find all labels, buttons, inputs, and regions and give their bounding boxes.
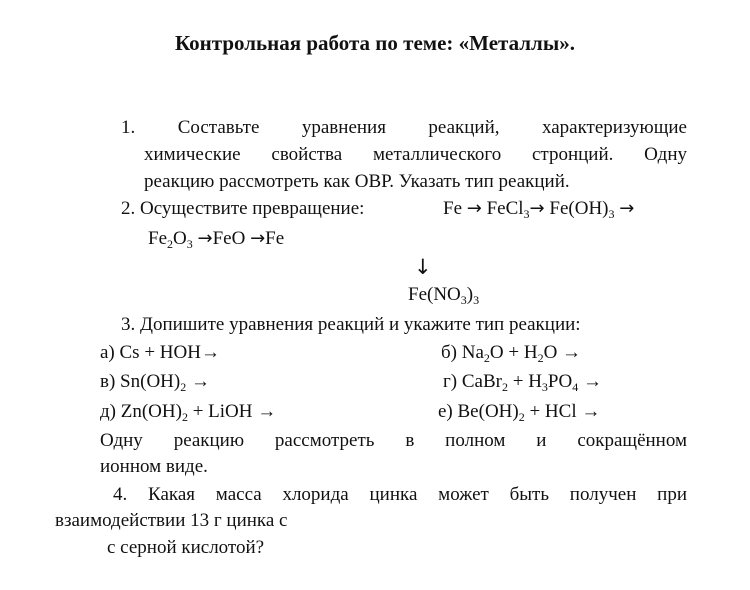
arrow-icon: →: [466, 198, 482, 219]
arrow-icon: →: [529, 198, 545, 219]
task-3-note-line-1: Одну реакцию рассмотреть в полном и сокращённом: [100, 430, 687, 451]
task-4-line-2: взаимодействии 13 г цинка с: [55, 510, 288, 531]
chain-fe-last: Fe: [265, 228, 285, 249]
reaction-f: е) $Be(OH)_2$ + HCl →: [438, 401, 601, 424]
reaction-d: г) CaBr$_2$ + $H_3PO_4$ →: [443, 371, 602, 394]
reaction-c: в) $Sn(OH)_2$ →: [100, 371, 210, 394]
reaction-e: д) $Zn(OH)_2$ + LiOH →: [100, 401, 277, 424]
chain-fe: Fe: [443, 198, 462, 219]
chain-branch-fe-no3-3: $Fe(NO_3)_3$: [408, 284, 480, 307]
chain-fecl3: FeCl$_3$: [486, 198, 530, 221]
reaction-a: а) Cs + HOH→: [100, 342, 220, 363]
task-1-line-1: 1. Составьте уравнения реакций, характеризующие: [121, 117, 687, 138]
task-2-label: 2. Осуществите превращение:: [121, 198, 365, 219]
task-1-line-2: химические свойства металлического стронций. Одну: [144, 144, 687, 165]
page-title: Контрольная работа по теме: «Металлы».: [175, 31, 575, 55]
task-3-note-line-2: ионном виде.: [100, 456, 208, 477]
arrow-icon: →: [619, 198, 635, 219]
task-4-line-1: 4. Какая масса хлорида цинка может быть получен при: [113, 484, 687, 505]
chain-fe2o3: $Fe_2O_3$: [148, 228, 193, 251]
arrow-icon: →: [250, 228, 266, 249]
down-arrow-icon: ↓: [414, 255, 432, 279]
task-1-line-3: реакцию рассмотреть как ОВР. Указать тип реакций.: [144, 171, 570, 192]
chain-feoh3: $Fe(OH)_3$: [549, 198, 615, 221]
arrow-icon: →: [197, 228, 213, 249]
task-2-chain-line-2: [148, 228, 284, 250]
reaction-b: б) $Na_2O + H_2O$ →: [441, 342, 582, 365]
task-2-chain-line-1: [443, 198, 634, 220]
task-4-line-3: с серной кислотой?: [107, 537, 265, 558]
task-3-label: 3. Допишите уравнения реакций и укажите тип реакции:: [121, 314, 581, 335]
chain-feo: FeO: [212, 228, 246, 249]
